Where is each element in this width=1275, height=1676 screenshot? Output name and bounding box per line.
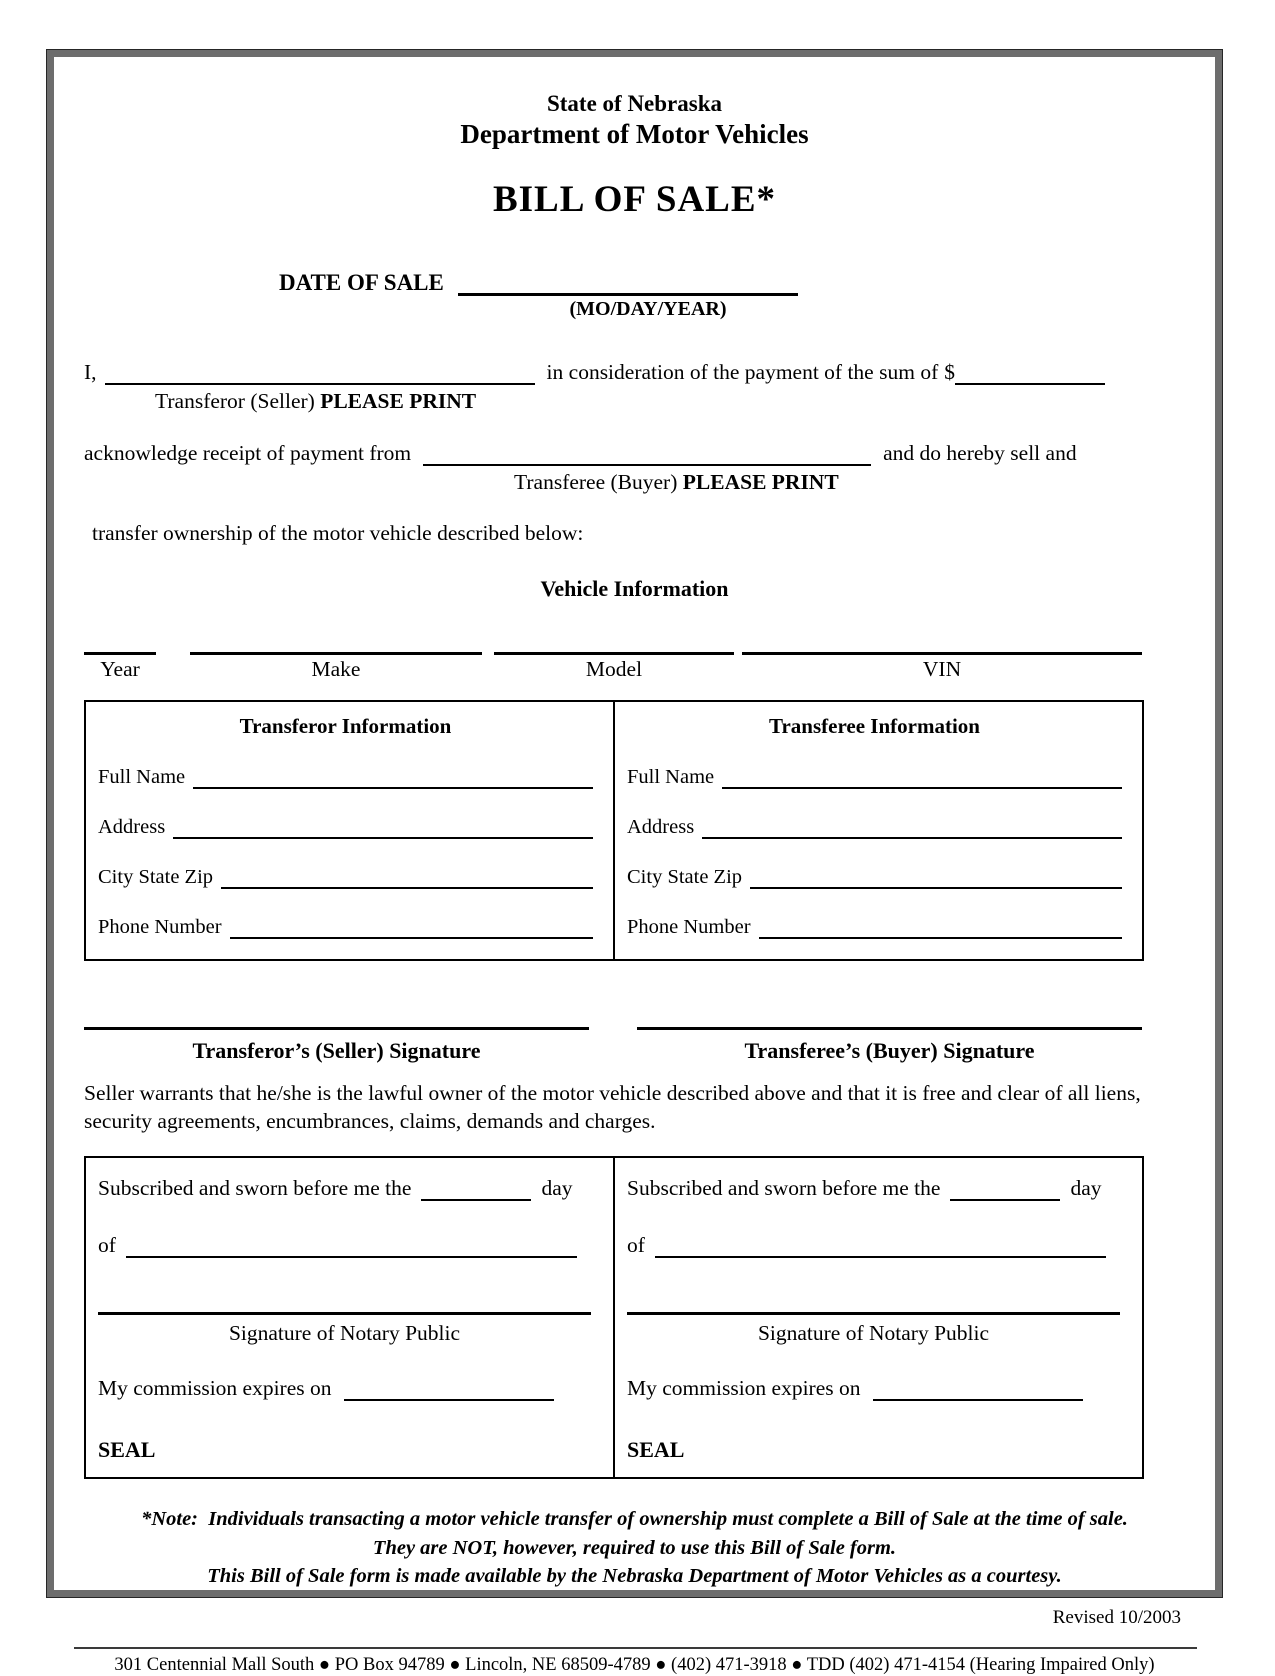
transferee-full-name-row: [627, 766, 1122, 789]
transferee-information-cell: [615, 702, 1142, 959]
buyer-seal-label: SEAL: [627, 1436, 685, 1462]
seller-signature-block: [84, 1025, 589, 1064]
transferee-address-input-line[interactable]: [702, 817, 1122, 839]
buyer-sworn-suffix: day: [1070, 1175, 1102, 1200]
transferee-phone-row: [627, 916, 1122, 939]
buyer-sworn-prefix: Subscribed and sworn before me the: [627, 1175, 941, 1200]
i-label: I,: [84, 360, 97, 384]
vehicle-model-input-line[interactable]: [494, 650, 734, 655]
notary-table: [84, 1156, 1144, 1479]
date-of-sale-row: [84, 267, 1185, 296]
vehicle-model-label: Model: [585, 657, 643, 681]
form-title: BILL OF SALE*: [492, 179, 777, 220]
vehicle-vin-input-line[interactable]: [742, 650, 1142, 655]
revision-date: Revised 10/2003: [1052, 1606, 1181, 1628]
seller-notary-signature-input-line[interactable]: [98, 1310, 591, 1315]
seller-month-row: [98, 1233, 591, 1258]
transferor-full-name-row: [98, 766, 593, 789]
seller-sworn-suffix: day: [541, 1175, 573, 1200]
seller-please-print-label: PLEASE PRINT: [320, 389, 477, 413]
vehicle-section-title: Vehicle Information: [540, 576, 729, 601]
buyer-notary-month-input-line[interactable]: [655, 1234, 1106, 1258]
seller-notary-signature-caption: Signature of Notary Public: [228, 1320, 461, 1345]
party-information-table: [84, 700, 1144, 961]
consideration-text: in consideration of the payment of the sum of: [546, 360, 939, 384]
vehicle-year-label: Year: [100, 657, 140, 681]
footnote-line-2: They are NOT, however, required to use this Bill of Sale form.: [372, 1536, 897, 1559]
transferor-information-title: Transferor Information: [239, 714, 452, 738]
transferee-city-state-zip-input-line[interactable]: [750, 867, 1122, 889]
vehicle-make-label: Make: [311, 657, 361, 681]
state-heading: State of Nebraska: [546, 91, 723, 116]
page-border-frame: [47, 50, 1222, 1675]
buyer-payment-row: [84, 440, 1185, 466]
seller-sworn-row: [98, 1176, 591, 1201]
buyer-print-caption: [84, 470, 1185, 495]
seller-print-caption: [84, 389, 1185, 414]
transferor-address-label: Address: [98, 816, 166, 838]
buyer-of-label: of: [627, 1232, 645, 1257]
vehicle-input-lines: [84, 650, 1185, 655]
date-of-sale-input-line[interactable]: [458, 267, 798, 296]
seller-of-label: of: [98, 1232, 116, 1257]
footer-divider: [74, 1647, 1197, 1649]
buyer-signature-input-line[interactable]: [637, 1025, 1142, 1030]
transferor-city-state-zip-label: City State Zip: [98, 866, 214, 888]
buyer-month-row: [627, 1233, 1120, 1258]
transferee-address-row: [627, 816, 1122, 839]
buyer-signature-label: Transferee’s (Buyer) Signature: [744, 1038, 1035, 1063]
sale-amount-input-line[interactable]: [955, 359, 1105, 385]
buyer-sworn-row: [627, 1176, 1120, 1201]
transferee-full-name-input-line[interactable]: [722, 767, 1122, 789]
buyer-notary-day-input-line[interactable]: [950, 1177, 1060, 1201]
date-format-hint: (MO/DAY/YEAR): [569, 298, 727, 320]
transferee-phone-input-line[interactable]: [759, 917, 1122, 939]
transferor-phone-input-line[interactable]: [230, 917, 593, 939]
buyer-please-print-label: PLEASE PRINT: [682, 470, 839, 494]
seller-commission-label: My commission expires on: [98, 1375, 332, 1400]
seller-notary-month-input-line[interactable]: [126, 1234, 577, 1258]
seller-signature-input-line[interactable]: [84, 1025, 589, 1030]
footnote-line-3: This Bill of Sale form is made available by the Nebraska Department of Motor Vehicles as a courtesy.: [207, 1565, 1062, 1588]
buyer-commission-input-line[interactable]: [873, 1377, 1083, 1401]
vehicle-year-input-line[interactable]: [84, 650, 156, 655]
acknowledge-text: acknowledge receipt of payment from: [84, 441, 412, 465]
buyer-caption-text: Transferee (Buyer): [514, 470, 683, 494]
vehicle-field-labels: [84, 657, 1185, 682]
buyer-notary-cell: [615, 1158, 1142, 1477]
transferee-information-title: Transferee Information: [769, 714, 980, 738]
department-heading: Department of Motor Vehicles: [460, 119, 809, 149]
seller-name-input-line[interactable]: [105, 359, 535, 385]
seller-seal-label: SEAL: [98, 1436, 156, 1462]
seller-sworn-prefix: Subscribed and sworn before me the: [98, 1175, 412, 1200]
dollar-sign: $: [944, 360, 955, 384]
vehicle-make-input-line[interactable]: [190, 650, 482, 655]
footnote-block: [84, 1505, 1185, 1591]
buyer-notary-signature-input-line[interactable]: [627, 1310, 1120, 1315]
and-do-text: and do hereby sell and: [883, 441, 1077, 465]
seller-notary-cell: [86, 1158, 615, 1477]
buyer-signature-block: [637, 1025, 1142, 1064]
seller-signature-label: Transferor’s (Seller) Signature: [192, 1038, 481, 1063]
transferor-information-cell: [86, 702, 615, 959]
transferor-phone-row: [98, 916, 593, 939]
transferee-city-state-zip-label: City State Zip: [627, 866, 743, 888]
transfer-ownership-text: transfer ownership of the motor vehicle described below:: [92, 521, 584, 545]
seller-caption-text: Transferor (Seller): [155, 389, 321, 413]
transferor-phone-label: Phone Number: [98, 916, 222, 938]
footnote-line-1: *Note: Individuals transacting a motor vehicle transfer of ownership must complete a Bill of Sale at the time of sale.: [141, 1507, 1128, 1530]
buyer-notary-signature-caption: Signature of Notary Public: [757, 1320, 990, 1345]
seller-notary-day-input-line[interactable]: [421, 1177, 531, 1201]
warranty-paragraph: Seller warrants that he/she is the lawful owner of the motor vehicle described above and that it is free and clear of all liens, security agreements, encumbrances, claims, demands and charges.: [84, 1081, 1141, 1133]
date-of-sale-label: DATE OF SALE: [279, 270, 444, 295]
buyer-commission-label: My commission expires on: [627, 1375, 861, 1400]
transferor-address-row: [98, 816, 593, 839]
transferee-city-state-zip-row: [627, 866, 1122, 889]
transferor-city-state-zip-input-line[interactable]: [221, 867, 593, 889]
buyer-name-input-line[interactable]: [423, 440, 871, 466]
buyer-commission-row: [627, 1376, 1120, 1401]
transferee-address-label: Address: [627, 816, 695, 838]
vehicle-vin-label: VIN: [922, 657, 962, 681]
transferor-city-state-zip-row: [98, 866, 593, 889]
footer-address: 301 Centennial Mall South ● PO Box 94789 ● Lincoln, NE 68509-4789 ● (402) 471-3918 ● TDD (402) 471-4154 (Hearing Impaired Only): [114, 1654, 1155, 1675]
transferee-phone-label: Phone Number: [627, 916, 751, 938]
seller-consideration-row: [84, 359, 1185, 385]
signature-row: [84, 1025, 1142, 1064]
seller-commission-input-line[interactable]: [344, 1377, 554, 1401]
transferee-full-name-label: Full Name: [627, 766, 715, 788]
transferor-full-name-label: Full Name: [98, 766, 186, 788]
transferor-full-name-input-line[interactable]: [193, 767, 593, 789]
transferor-address-input-line[interactable]: [173, 817, 593, 839]
seller-commission-row: [98, 1376, 591, 1401]
